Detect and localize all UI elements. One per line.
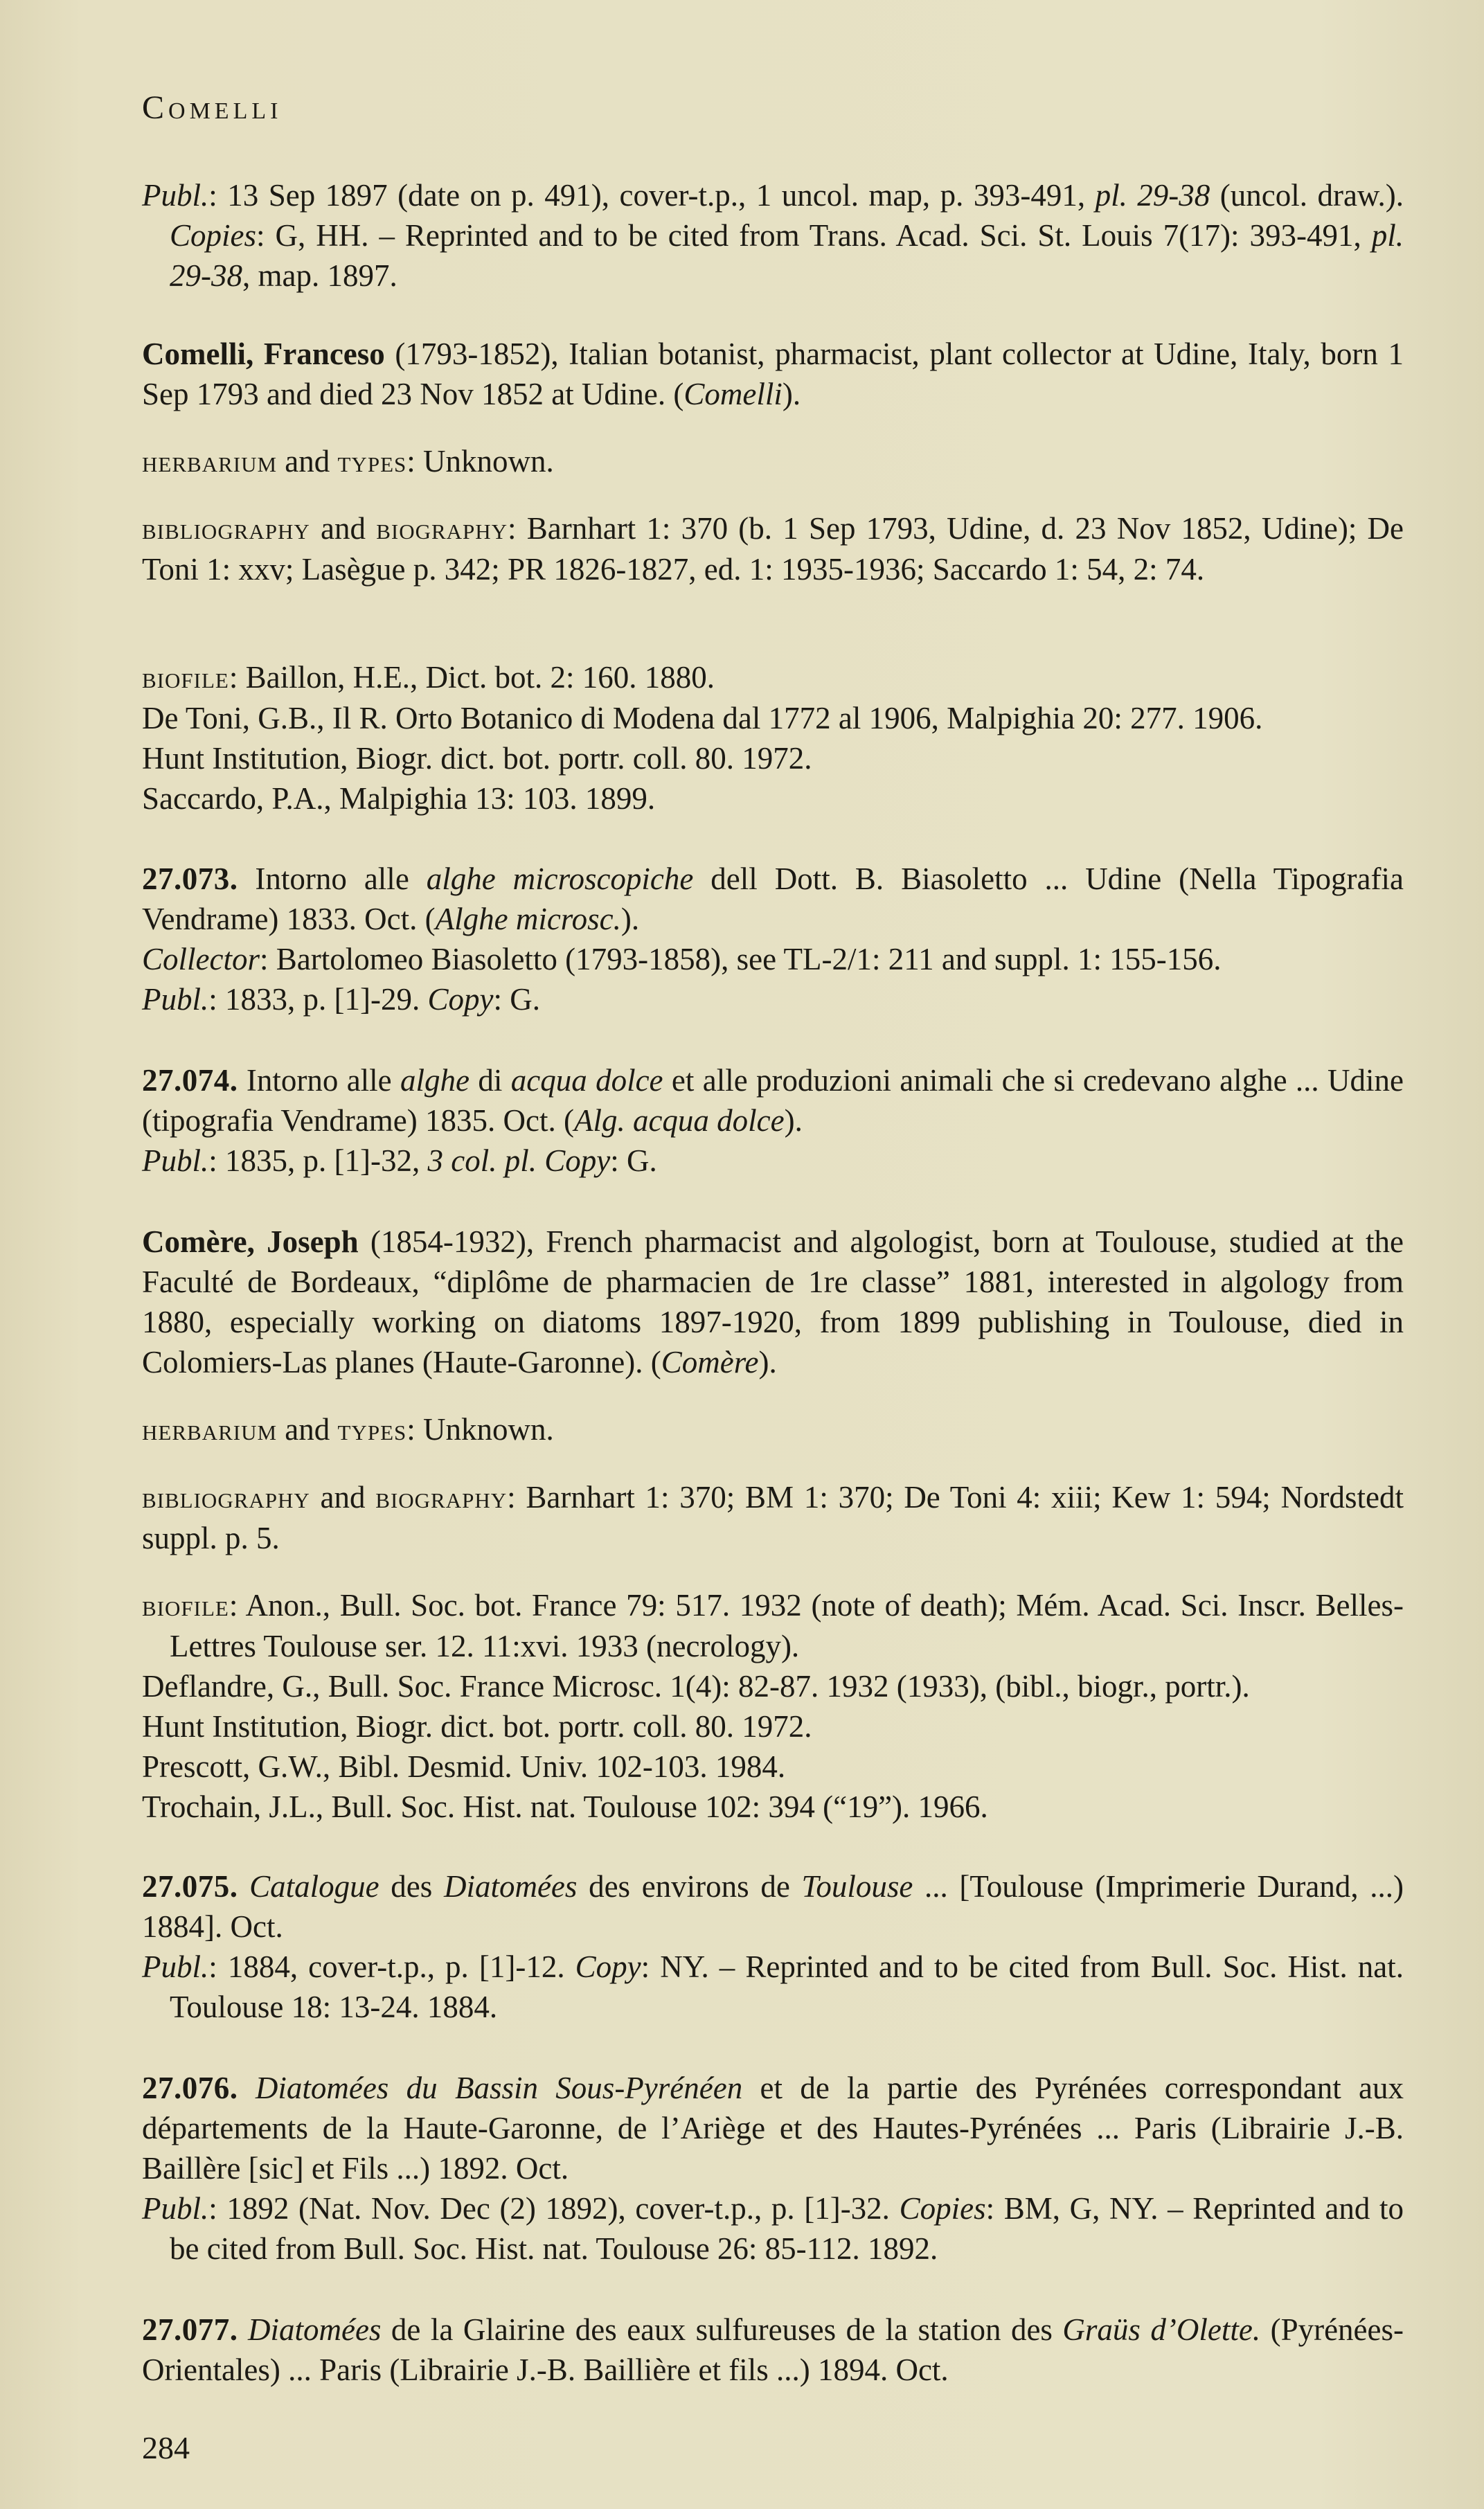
biofile-label: biofile <box>142 661 229 695</box>
bibliography-text: : Barnhart 1: 370; BM 1: 370; De Toni 4: xiii; Kew 1: 594; Nordstedt suppl. p. 5. <box>142 1480 1404 1555</box>
biofile-label: biofile <box>142 1589 229 1623</box>
work-entry-27-074 <box>142 1060 1404 1181</box>
text-segment: Intorno alle <box>238 861 427 896</box>
text-segment: ). <box>620 902 640 936</box>
work-publication <box>142 979 1404 1019</box>
continuation-publication <box>142 175 1404 296</box>
biofile-entry: Trochain, J.L., Bull. Soc. Hist. nat. Toulouse 102: 394 (“19”). 1966. <box>142 1789 988 1824</box>
text-segment: ). <box>784 1103 803 1138</box>
work-number: 27.074. <box>142 1063 238 1098</box>
biofile-entry: Hunt Institution, Biogr. dict. bot. portr. coll. 80. 1972. <box>142 741 812 776</box>
author-entry-comere <box>142 1222 1404 1382</box>
text-segment: : 1833, p. [1]-29. <box>208 982 428 1017</box>
italic-text: Catalogue <box>249 1869 379 1904</box>
text-segment: des environs de <box>577 1869 802 1904</box>
running-head: Comelli <box>142 89 283 126</box>
text-segment: dell Dott. B. Biasoletto ... Udine (Nella Tipografia Vendrame) 1833. Oct. ( <box>142 861 1404 936</box>
italic-text: Graüs d’Olette. <box>1062 2312 1261 2347</box>
author-entry-comelli <box>142 334 1404 414</box>
copies-label: Copies <box>170 218 257 253</box>
bio-end: ). <box>758 1345 777 1379</box>
biofile-entry <box>142 1585 1404 1666</box>
text-segment: di <box>470 1063 511 1098</box>
italic-text: alghe <box>400 1063 470 1098</box>
plates: pl. 29-38 <box>1095 178 1210 213</box>
author-abbrev: Comelli <box>683 377 783 411</box>
work-title <box>142 2310 1404 2390</box>
bibliography-text: : Barnhart 1: 370 (b. 1 Sep 1793, Udine, d. 23 Nov 1852, Udine); De Toni 1: xxv; Lasègue p. 342; PR 1826-1827, ed. 1: 1935-1936; Saccardo 1: 54, 2: 74. <box>142 511 1404 587</box>
text-segment: : NY. – Reprinted and to be cited from Bull. Soc. Hist. nat. Toulouse 18: 13-24. 1884. <box>170 1949 1404 2024</box>
copies-text: : G, HH. – Reprinted and to be cited from Trans. Acad. Sci. St. Louis 7(17): 393-491, <box>256 218 1372 253</box>
biofile-text: : Baillon, H.E., Dict. bot. 2: 160. 1880. <box>229 660 715 695</box>
work-publication <box>142 1947 1404 2027</box>
bio-end: ). <box>782 377 801 411</box>
work-title <box>142 1866 1404 1947</box>
work-number: 27.073. <box>142 861 238 896</box>
bibliography-label: bibliography <box>142 1481 310 1515</box>
italic-text: Alg. acqua dolce <box>573 1103 785 1138</box>
text-segment: : G. <box>493 982 540 1017</box>
copies-label: Copies <box>899 2191 986 2226</box>
herbarium-label: herbarium <box>142 1413 278 1447</box>
types-label: types <box>337 1413 407 1447</box>
herbarium-label: herbarium <box>142 445 278 479</box>
author-bio <box>142 334 1404 414</box>
text-segment: et de la partie des Pyrénées correspondant aux départements de la Haute-Garonne, de l’Ariège et des Hautes-Pyrénées ... Paris (Librairie J.-B. Baillère [sic] et Fils ...) 1892. Oct. <box>142 2071 1404 2186</box>
author-abbrev: Comère <box>661 1345 759 1379</box>
work-publication <box>142 2188 1404 2269</box>
text-segment: (Pyrénées-Orientales) ... Paris (Librairie J.-B. Baillière et fils ...) 1894. Oct. <box>142 2312 1404 2387</box>
and-text: and <box>277 444 338 479</box>
text-segment: et alle produzioni animali che si credevano alghe ... Udine (tipografia Vendrame) 1835. Oct. ( <box>142 1063 1404 1138</box>
herbarium-section <box>142 441 1404 482</box>
work-entry-27-075 <box>142 1866 1404 2027</box>
biography-label: biography <box>375 1481 508 1515</box>
author-name: Comelli, Franceso <box>142 337 385 371</box>
work-collector <box>142 939 1404 979</box>
publ-text: , map. 1897. <box>242 258 397 293</box>
copy-label: Copy <box>544 1143 611 1178</box>
publ-label: Publ. <box>142 2191 209 2226</box>
work-title <box>142 1060 1404 1141</box>
plates: pl. 29-38 <box>170 218 1404 293</box>
biofile-entry: Prescott, G.W., Bibl. Desmid. Univ. 102-103. 1984. <box>142 1749 786 1784</box>
publ-label: Publ. <box>142 178 209 213</box>
collector-text: : Bartolomeo Biasoletto (1793-1858), see TL-2/1: 211 and suppl. 1: 155-156. <box>259 942 1222 976</box>
italic-text: alghe microscopiche <box>426 861 694 896</box>
collector-label: Collector <box>142 942 260 976</box>
italic-text: Diatomées <box>443 1869 578 1904</box>
text-segment: and <box>277 1412 338 1447</box>
work-entry-27-073 <box>142 859 1404 1019</box>
copy-label: Copy <box>427 982 494 1017</box>
text-segment: and <box>310 1480 376 1515</box>
publ-text: : 13 Sep 1897 (date on p. 491), cover-t.p., 1 uncol. map, p. 393-491, <box>208 178 1096 213</box>
author-bio <box>142 1222 1404 1382</box>
work-number: 27.076. <box>142 2071 238 2105</box>
italic-text: Diatomées <box>247 2312 382 2347</box>
work-entry-27-077 <box>142 2310 1404 2390</box>
work-publication <box>142 1141 1404 1181</box>
bibliography-section <box>142 1477 1404 1558</box>
italic-text: acqua dolce <box>510 1063 663 1098</box>
biography-label: biography <box>376 512 508 546</box>
text-segment: des <box>379 1869 444 1904</box>
text-segment: : 1835, p. [1]-32, <box>208 1143 428 1178</box>
biofile-entry <box>142 657 1404 698</box>
biofile-entry: Deflandre, G., Bull. Soc. France Microsc. 1(4): 82-87. 1932 (1933), (bibl., biogr., portr.). <box>142 1669 1250 1704</box>
text-segment: Intorno alle <box>238 1063 401 1098</box>
and-text: and <box>310 511 377 546</box>
author-name: Comère, Joseph <box>142 1224 359 1259</box>
publ-label: Publ. <box>142 982 209 1017</box>
biofile-entry: Saccardo, P.A., Malpighia 13: 103. 1899. <box>142 781 656 816</box>
publ-label: Publ. <box>142 1143 209 1178</box>
italic-text: Toulouse <box>801 1869 913 1904</box>
text-segment: : 1892 (Nat. Nov. Dec (2) 1892), cover-t.p., p. [1]-32. <box>208 2191 900 2226</box>
italic-text: 3 col. pl. <box>427 1143 537 1178</box>
herbarium-text: : Unknown. <box>406 1412 554 1447</box>
publ-text: (uncol. draw.). <box>1210 178 1404 213</box>
text-segment: : G. <box>610 1143 657 1178</box>
work-title <box>142 2068 1404 2188</box>
work-entry-27-076 <box>142 2068 1404 2269</box>
biofile-entry: De Toni, G.B., Il R. Orto Botanico di Modena dal 1772 al 1906, Malpighia 20: 277. 1906. <box>142 701 1263 735</box>
bio-text: (1854-1932), French pharmacist and algologist, born at Toulouse, studied at the Faculté de Bordeaux, “diplôme de pharmacien de 1re classe” 1881, interested in algology from 1880, especially working on diatoms 1897-1920, from 1899 publishing in Toulouse, died in Colomiers-Las planes (Haute-Garonne). ( <box>142 1224 1404 1379</box>
bio-text: (1793-1852), Italian botanist, pharmacist, plant collector at Udine, Italy, born 1 Sep 1793 and died 23 Nov 1852 at Udine. ( <box>142 337 1404 411</box>
page-number: 284 <box>142 2430 190 2465</box>
copy-label: Copy <box>575 1949 641 1984</box>
text-segment: : BM, G, NY. – Reprinted and to be cited from Bull. Soc. Hist. nat. Toulouse 26: 85-112. 1892. <box>170 2191 1404 2266</box>
types-label: types <box>337 445 407 479</box>
bibliography-label: bibliography <box>142 512 310 546</box>
biofile-text: : Anon., Bull. Soc. bot. France 79: 517. 1932 (note of death); Mém. Acad. Sci. Inscr. Belles-Lettres Toulouse ser. 12. 11:xvi. 1933 (necrology). <box>170 1588 1404 1663</box>
herbarium-text: : Unknown. <box>406 444 554 479</box>
work-number: 27.077. <box>142 2312 238 2347</box>
italic-text: Diatomées du Bassin Sous-Pyrénéen <box>255 2071 743 2105</box>
biofile-section <box>142 1585 1404 1827</box>
italic-text: Alghe microsc. <box>435 902 621 936</box>
bibliography-section <box>142 508 1404 589</box>
herbarium-section <box>142 1409 1404 1450</box>
work-number: 27.075. <box>142 1869 238 1904</box>
text-segment: : 1884, cover-t.p., p. [1]-12. <box>208 1949 575 1984</box>
biofile-entry: Hunt Institution, Biogr. dict. bot. portr. coll. 80. 1972. <box>142 1709 812 1744</box>
publ-label: Publ. <box>142 1949 209 1984</box>
work-title <box>142 859 1404 939</box>
text-segment: ... [Toulouse (Imprimerie Durand, ...) 1884]. Oct. <box>142 1869 1404 1944</box>
publication-details <box>142 175 1404 296</box>
text-segment: de la Glairine des eaux sulfureuses de la station des <box>381 2312 1063 2347</box>
biofile-section <box>142 657 1404 819</box>
